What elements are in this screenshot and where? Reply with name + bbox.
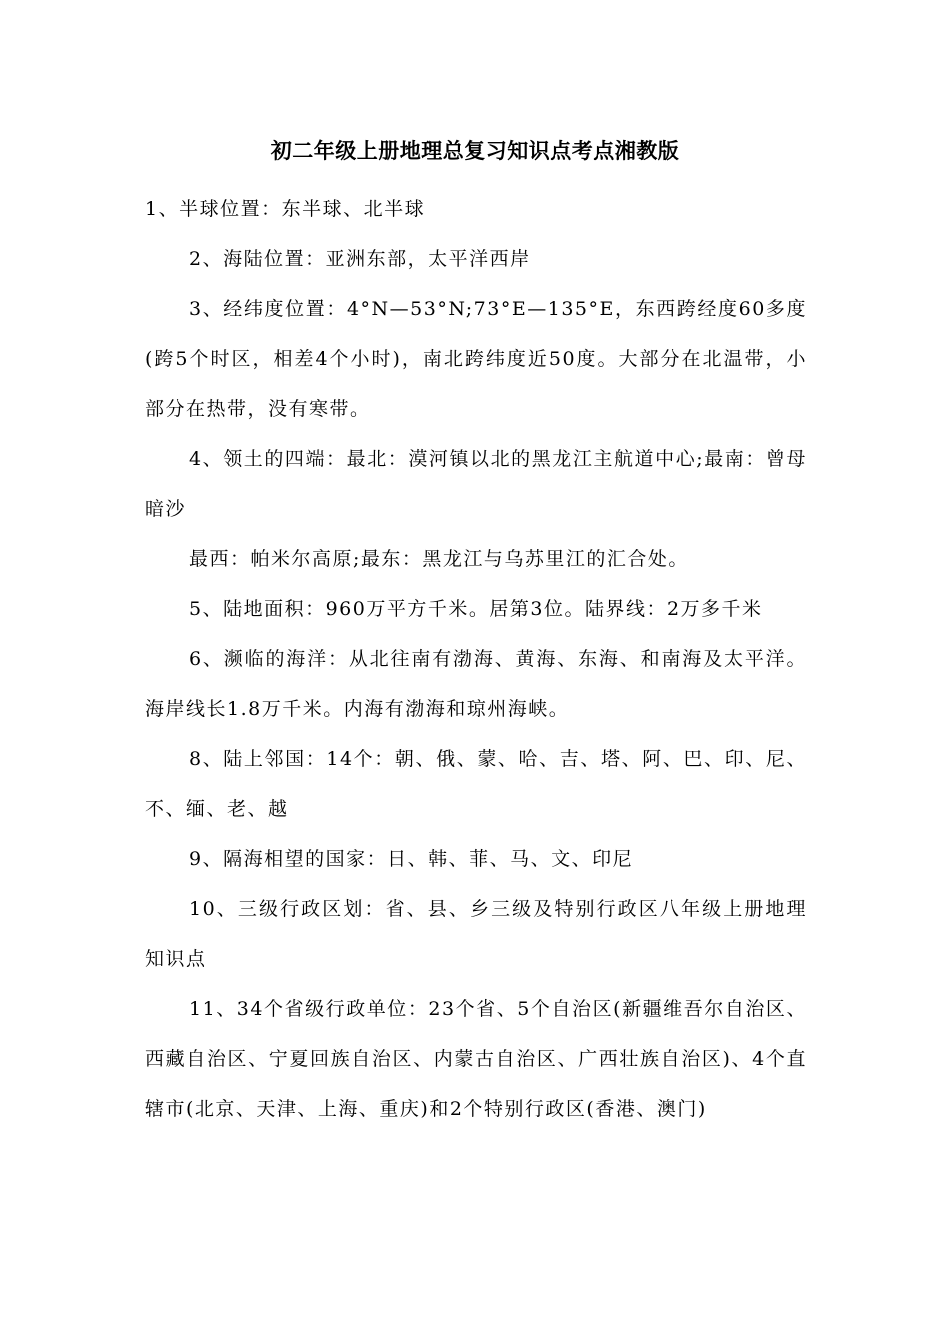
paragraph-administrative-levels: 10、三级行政区划：省、县、乡三级及特别行政区八年级上册地理知识点 <box>145 898 807 970</box>
paragraph-land-neighbors: 8、陆上邻国：14个：朝、俄、蒙、哈、吉、塔、阿、巴、印、尼、不、缅、老、越 <box>145 748 807 820</box>
paragraph-land-sea-position: 2、海陆位置：亚洲东部，太平洋西岸 <box>189 248 531 270</box>
paragraph-territory-extremes: 4、领土的四端：最北：漠河镇以北的黑龙江主航道中心;最南：曾母暗沙 <box>145 448 807 520</box>
paragraph-provincial-units: 11、34个省级行政单位：23个省、5个自治区(新疆维吾尔自治区、西藏自治区、宁夏回族自治区、内蒙古自治区、广西壮族自治区)、4个直辖市(北京、天津、上海、重庆)和2个特别行政区(香港、澳门) <box>145 998 807 1120</box>
paragraph-overseas-neighbors: 9、隔海相望的国家：日、韩、菲、马、文、印尼 <box>189 848 634 870</box>
paragraph-adjacent-seas: 6、濒临的海洋：从北往南有渤海、黄海、东海、和南海及太平洋。海岸线长1.8万千米。内海有渤海和琼州海峡。 <box>145 648 807 720</box>
paragraph-hemisphere-position: 1、半球位置：东半球、北半球 <box>145 198 426 220</box>
paragraph-west-east-extremes: 最西：帕米尔高原;最东：黑龙江与乌苏里江的汇合处。 <box>189 548 689 570</box>
document-body <box>145 184 807 1134</box>
document-title: 初二年级上册地理总复习知识点考点湘教版 <box>270 139 680 163</box>
paragraph-land-area: 5、陆地面积：960万平方千米。居第3位。陆界线：2万多千米 <box>189 598 763 620</box>
paragraph-latitude-longitude: 3、经纬度位置：4°N—53°N;73°E—135°E，东西跨经度60多度(跨5个时区，相差4个小时)，南北跨纬度近50度。大部分在北温带，小部分在热带，没有寒带。 <box>145 298 807 420</box>
